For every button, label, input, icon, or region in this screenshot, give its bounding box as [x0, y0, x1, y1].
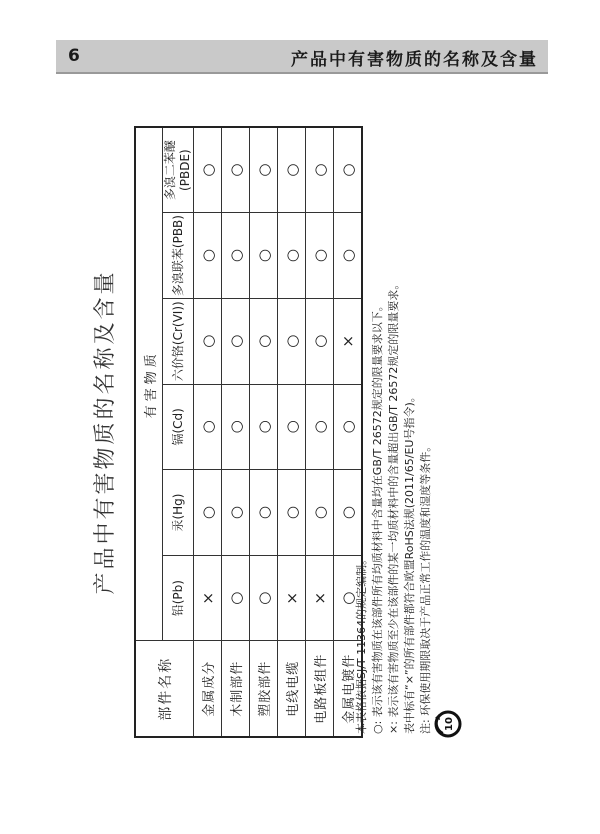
substance-header: 铅(Pb) — [163, 555, 194, 641]
table-notes — [354, 130, 434, 734]
note-line: 表中标有“×”的所有部件都符合欧盟RoHS法规(2011/65/EU号指令)。 — [403, 391, 416, 734]
environmental-protection-period-logo-icon — [434, 710, 462, 738]
substance-mark-cell: ○ — [250, 298, 278, 384]
substance-header: 多溴联苯(PBB) — [163, 213, 194, 299]
substance-mark-cell: ○ — [278, 470, 306, 556]
substance-mark-cell: ○ — [334, 470, 363, 556]
substance-header: 多溴二苯醚(PBDE) — [163, 127, 194, 213]
substance-mark-cell: ○ — [278, 213, 306, 299]
substance-mark-cell: ○ — [278, 127, 306, 213]
substance-mark-cell: ○ — [306, 127, 334, 213]
substance-mark-cell: ○ — [250, 384, 278, 470]
substance-header: 六价铬(Cr(VI)) — [163, 298, 194, 384]
table-row — [194, 127, 222, 737]
substance-mark-cell: × — [194, 555, 222, 641]
hazardous-substance-table — [134, 126, 363, 738]
part-name-cell: 金属电镀件 — [334, 641, 363, 737]
substance-mark-cell: ○ — [194, 470, 222, 556]
substance-mark-cell: ○ — [194, 384, 222, 470]
note-line: 注: 环保使用期限取决于产品正常工作的温度和湿度等条件。 — [419, 440, 432, 734]
substance-mark-cell: ○ — [194, 127, 222, 213]
substance-mark-cell: ○ — [334, 127, 363, 213]
substance-mark-cell: ○ — [278, 384, 306, 470]
substance-mark-cell: × — [306, 555, 334, 641]
part-name-header: 部件名称 — [135, 641, 194, 737]
part-name-cell: 塑胶部件 — [250, 641, 278, 737]
substance-mark-cell: ○ — [194, 213, 222, 299]
substance-mark-cell: ○ — [306, 470, 334, 556]
note-line: ○: 表示该有害物质在该部件所有均质材料中含量均在GB/T 26572规定的限量要求以下。 — [371, 300, 384, 734]
substance-mark-cell: ○ — [222, 555, 250, 641]
part-name-cell: 电路板组件 — [306, 641, 334, 737]
substance-header: 镉(Cd) — [163, 384, 194, 470]
substance-group-header: 有害物质 — [135, 127, 163, 641]
substance-mark-cell: ○ — [250, 127, 278, 213]
substance-mark-cell: ○ — [194, 298, 222, 384]
substance-header: 汞(Hg) — [163, 470, 194, 556]
substance-mark-cell: ○ — [222, 384, 250, 470]
note-line: ×: 表示该有害物质至少在该部件的某一均质材料中的含量超出GB/T 26572规定的限量要求。 — [387, 278, 400, 734]
header-title: 产品中有害物质的名称及含量 — [291, 50, 538, 70]
substance-mark-cell: × — [334, 298, 363, 384]
table-title: 产品中有害物质的名称及含量 — [93, 269, 118, 595]
substance-mark-cell: ○ — [222, 213, 250, 299]
substance-mark-cell: ○ — [250, 555, 278, 641]
substance-mark-cell: ○ — [334, 555, 363, 641]
substance-mark-cell: ○ — [222, 127, 250, 213]
substance-mark-cell: ○ — [306, 298, 334, 384]
substance-mark-cell: ○ — [250, 470, 278, 556]
substance-mark-cell: ○ — [222, 298, 250, 384]
substance-mark-cell: ○ — [306, 213, 334, 299]
part-name-cell: 金属成分 — [194, 641, 222, 737]
table-row — [250, 127, 278, 737]
substance-mark-cell: ○ — [334, 213, 363, 299]
part-name-cell: 木制部件 — [222, 641, 250, 737]
rotated-content — [88, 126, 458, 738]
logo-number: 10 — [444, 717, 455, 731]
table-row — [306, 127, 334, 737]
page-header — [56, 40, 548, 74]
substance-mark-cell: × — [278, 555, 306, 641]
substance-mark-cell: ○ — [222, 470, 250, 556]
table-row — [278, 127, 306, 737]
substance-mark-cell: ○ — [278, 298, 306, 384]
substance-mark-cell: ○ — [334, 384, 363, 470]
table-row — [222, 127, 250, 737]
substance-mark-cell: ○ — [250, 213, 278, 299]
note-line: 本表格依据SJ/T 11364的规定编制。 — [355, 553, 368, 734]
part-name-cell: 电线电缆 — [278, 641, 306, 737]
substance-mark-cell: ○ — [306, 384, 334, 470]
page-number: 6 — [68, 46, 80, 66]
